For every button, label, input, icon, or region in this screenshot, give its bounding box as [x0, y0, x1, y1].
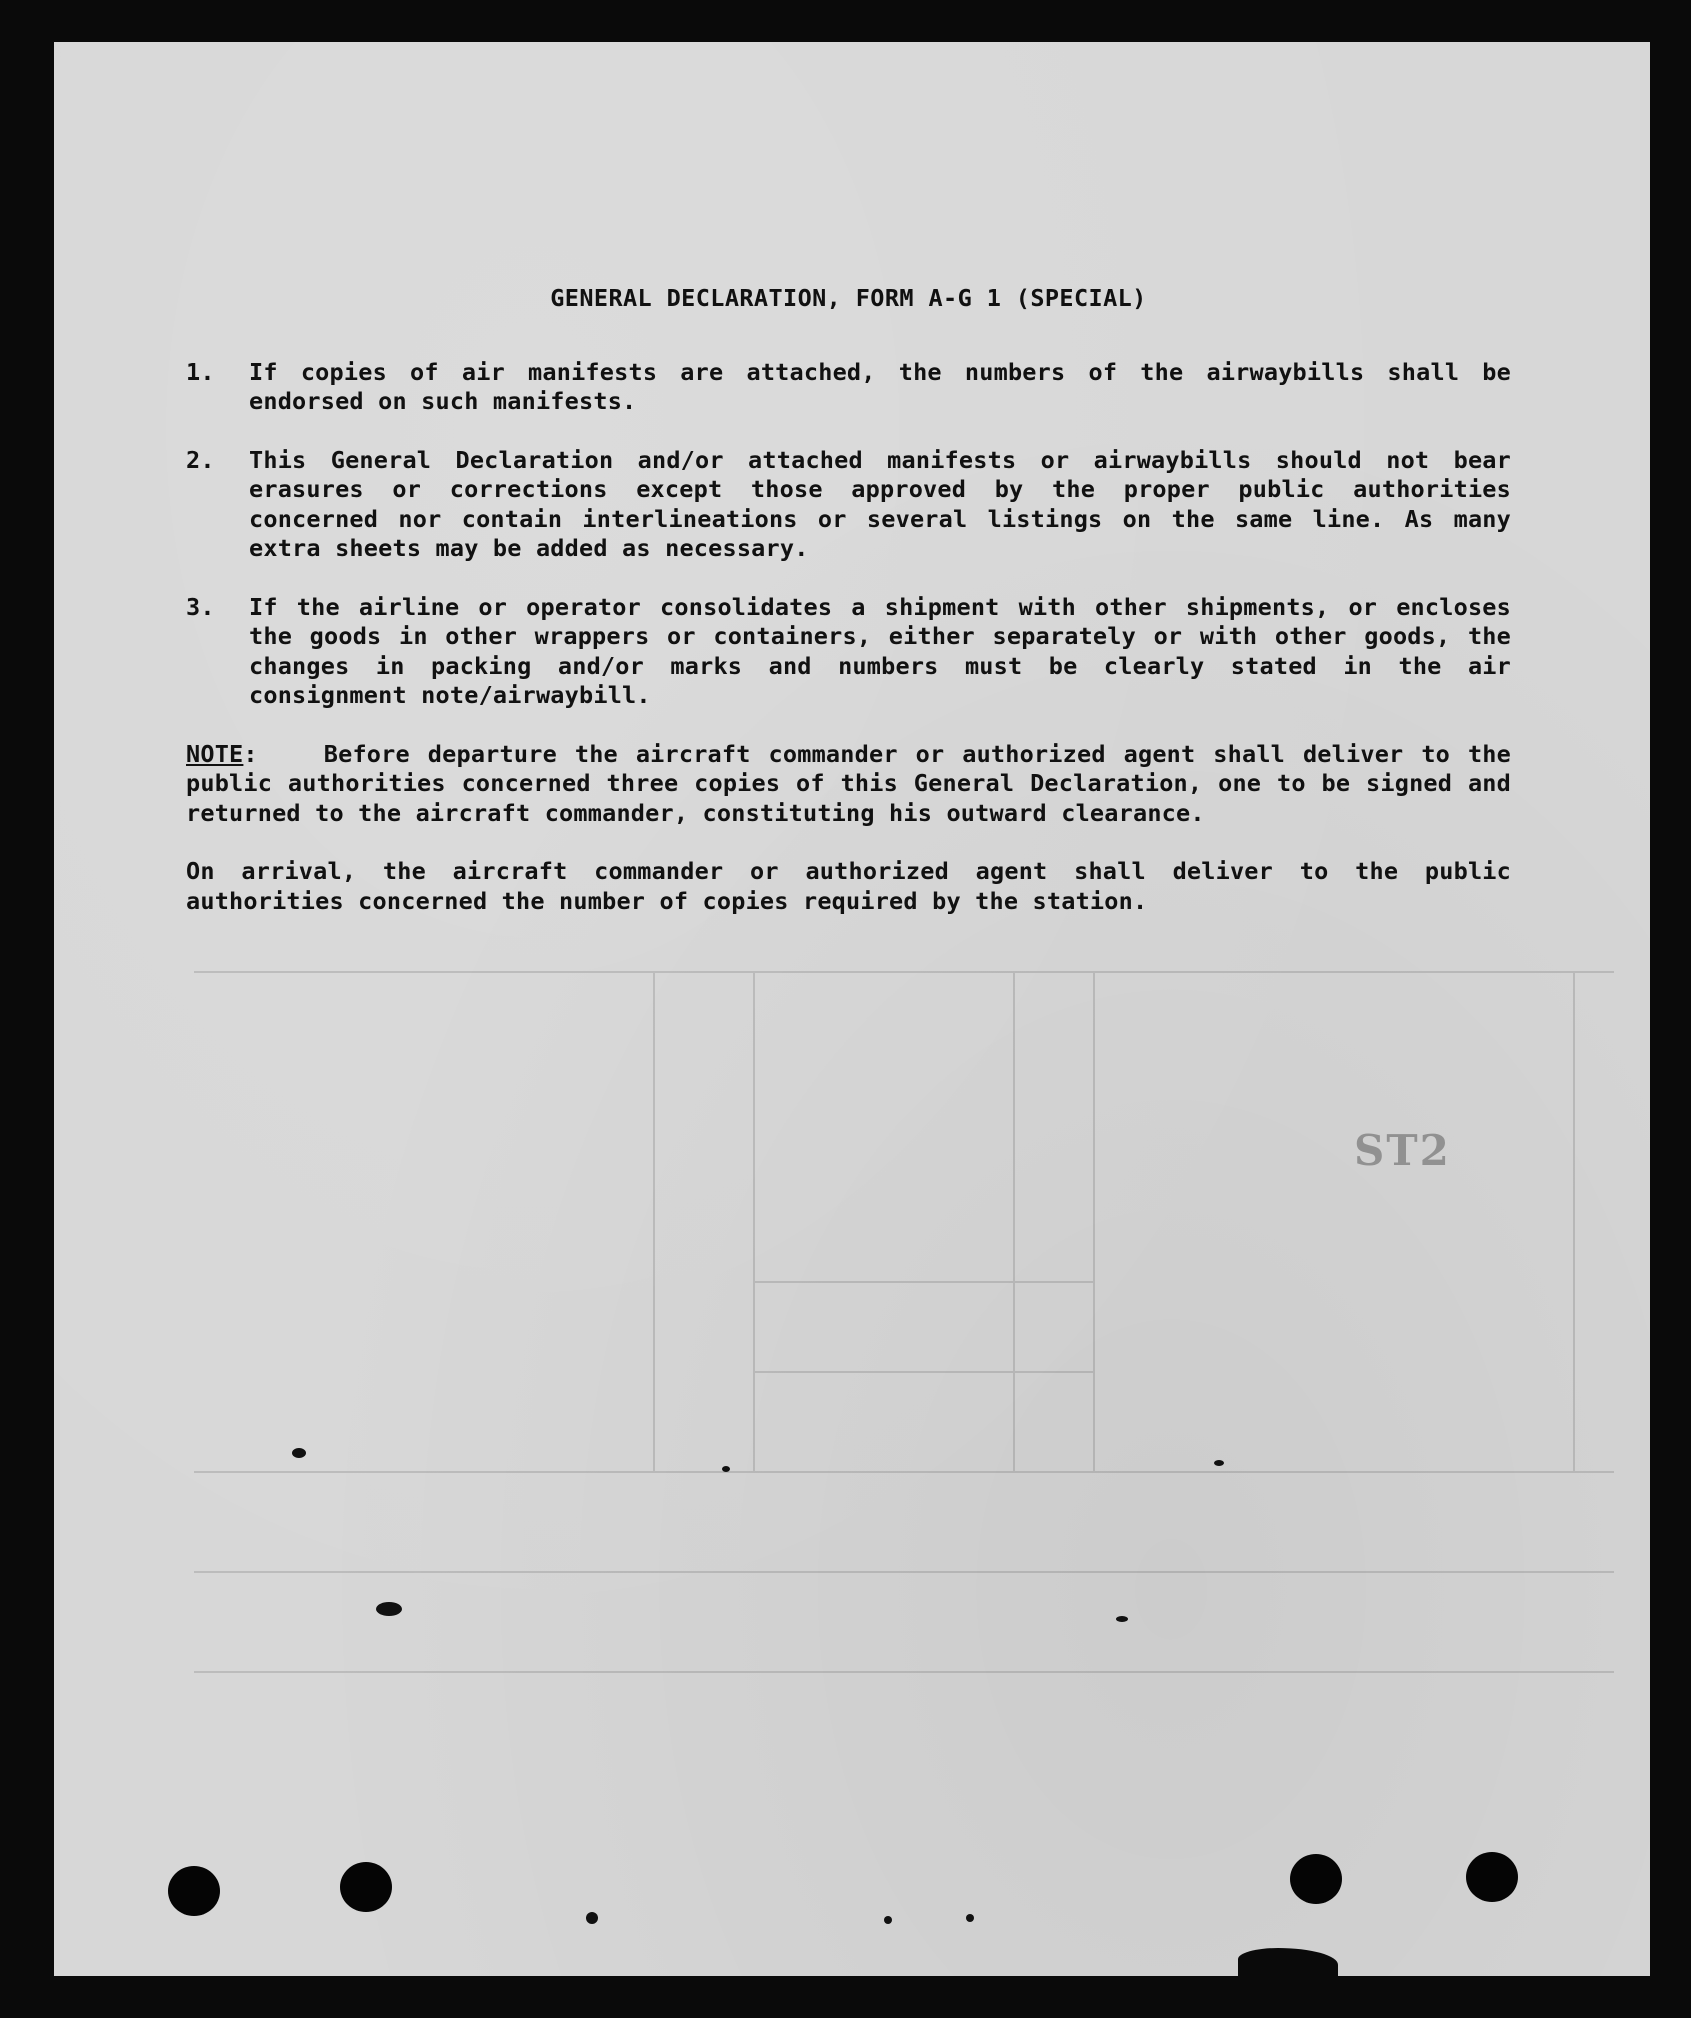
- item-number: 1.: [186, 357, 215, 386]
- note-label: NOTE: [186, 739, 244, 768]
- ink-speck: [586, 1912, 598, 1924]
- note-separator: :: [243, 739, 258, 768]
- note-text: Before departure the aircraft commander or authorized agent shall deliver to the public authorities concerned three copies of this General Declaration, one to be signed and returned to the aircraft commander, constituting his outward clearance.: [186, 739, 1511, 827]
- item-text: If the airline or operator consolidates a shipment with other shipments, or encloses the goods in other wrappers or containers, either separately or with other goods, the changes in packing and/or marks and numbers must be clearly stated in the air consignment note/airwaybill.: [249, 592, 1511, 709]
- faint-stamp: ST2: [1354, 1126, 1451, 1175]
- arrival-paragraph: On arrival, the aircraft commander or authorized agent shall deliver to the public authorities concerned the number of copies required by the station.: [186, 857, 1511, 915]
- punch-hole: [1290, 1854, 1342, 1904]
- ink-speck: [722, 1466, 730, 1472]
- item-number: 2.: [186, 445, 215, 474]
- ink-speck: [376, 1602, 402, 1616]
- punch-hole: [1466, 1852, 1518, 1902]
- ink-speck: [1116, 1616, 1128, 1622]
- ink-speck: [966, 1914, 974, 1922]
- list-item: [186, 358, 1511, 417]
- list-item: [186, 593, 1511, 711]
- item-text: This General Declaration and/or attached manifests or airwaybills should not bear erasures or corrections except those approved by the proper public authorities concerned nor contain interlineations or several listings on the same line. As many extra sheets may be added as necessary.: [249, 445, 1511, 562]
- ink-speck: [1214, 1460, 1224, 1466]
- punch-hole: [168, 1866, 220, 1916]
- item-text: If copies of air manifests are attached, the numbers of the airwaybills shall be endorsed on such manifests.: [249, 357, 1511, 415]
- instructions-list: [186, 358, 1511, 711]
- ink-speck: [884, 1916, 892, 1924]
- item-number: 3.: [186, 592, 215, 621]
- punch-hole: [340, 1862, 392, 1912]
- note-paragraph: [186, 740, 1511, 829]
- list-item: [186, 446, 1511, 564]
- torn-edge-mark: [1238, 1948, 1338, 1976]
- declaration-text-block: [186, 284, 1511, 940]
- document-title: GENERAL DECLARATION, FORM A-G 1 (SPECIAL): [550, 284, 1147, 312]
- ink-speck: [292, 1448, 306, 1458]
